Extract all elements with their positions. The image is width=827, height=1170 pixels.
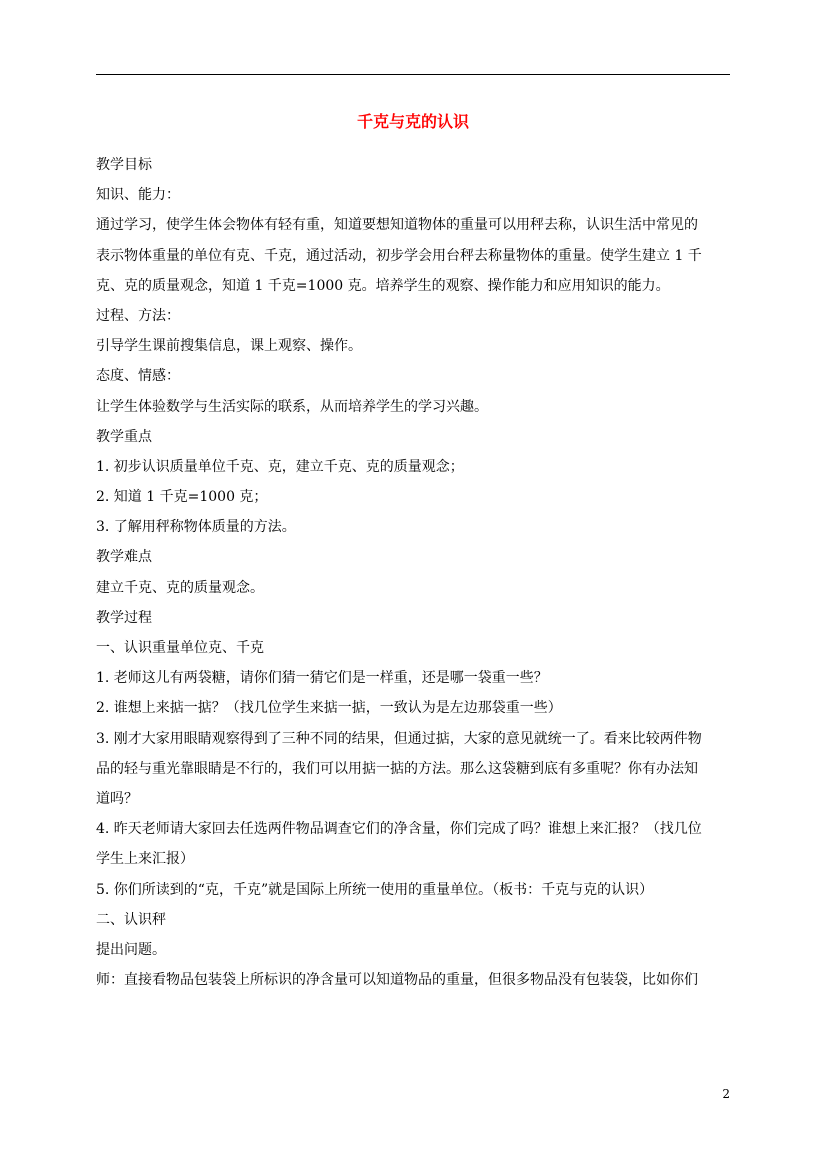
list-item: 1. 初步认识质量单位千克、克，建立千克、克的质量观念； — [96, 458, 464, 475]
list-item-continuation: 道吗？ — [96, 790, 138, 807]
section-heading: 教学难点 — [96, 549, 152, 566]
list-item: 2. 谁想上来掂一掂？（找几位学生来掂一掂，一致认为是左边那袋重一些） — [96, 700, 562, 717]
list-item-continuation: 学生上来汇报） — [96, 851, 194, 868]
list-item: 3. 刚才大家用眼睛观察得到了三种不同的结果，但通过掂，大家的意见就统一了。看来比较两件物 — [96, 730, 702, 747]
header-rule — [96, 74, 730, 75]
list-item: 3. 了解用秤称物体质量的方法。 — [96, 519, 296, 536]
page-number: 2 — [722, 1087, 730, 1101]
section-heading: 教学过程 — [96, 609, 152, 626]
section-heading: 教学重点 — [96, 428, 152, 445]
paragraph-line: 提出问题。 — [96, 941, 166, 958]
paragraph-line: 师：直接看物品包装袋上所标识的净含量可以知道物品的重量，但很多物品没有包装袋，比如你们 — [96, 972, 698, 989]
document-body — [96, 150, 732, 995]
list-item-continuation: 品的轻与重光靠眼睛是不行的，我们可以用掂一掂的方法。那么这袋糖到底有多重呢？你有办法知 — [96, 760, 698, 777]
paragraph-line: 引导学生课前搜集信息，课上观察、操作。 — [96, 338, 362, 355]
paragraph-line: 克、克的质量观念，知道 1 千克=1000 克。培养学生的观察、操作能力和应用知识的能力。 — [96, 277, 670, 294]
list-item: 5. 你们所读到的“克，千克”就是国际上所统一使用的重量单位。（板书：千克与克的认识） — [96, 881, 654, 898]
paragraph-line: 建立千克、克的质量观念。 — [96, 579, 264, 596]
paragraph-line: 通过学习，使学生体会物体有轻有重，知道要想知道物体的重量可以用秤去称，认识生活中常见的 — [96, 217, 698, 234]
list-item: 2. 知道 1 千克=1000 克； — [96, 489, 268, 506]
paragraph-line: 让学生体验数学与生活实际的联系，从而培养学生的学习兴趣。 — [96, 398, 488, 415]
section-heading: 教学目标 — [96, 157, 152, 173]
subsection-heading: 一、认识重量单位克、千克 — [96, 640, 264, 656]
subsection-heading: 知识、能力： — [96, 187, 180, 204]
paragraph-line: 表示物体重量的单位有克、千克，通过活动，初步学会用台秤去称量物体的重量。使学生建立 1 千 — [96, 247, 702, 264]
document-title: 千克与克的认识 — [356, 112, 469, 131]
subsection-heading: 过程、方法： — [96, 307, 180, 324]
list-item: 4. 昨天老师请大家回去任选两件物品调查它们的净含量，你们完成了吗？谁想上来汇报？（找几位 — [96, 821, 702, 838]
subsection-heading: 二、认识秤 — [96, 911, 166, 928]
list-item: 1. 老师这儿有两袋糖，请你们猜一猜它们是一样重，还是哪一袋重一些？ — [96, 670, 548, 687]
subsection-heading: 态度、情感： — [96, 368, 180, 385]
